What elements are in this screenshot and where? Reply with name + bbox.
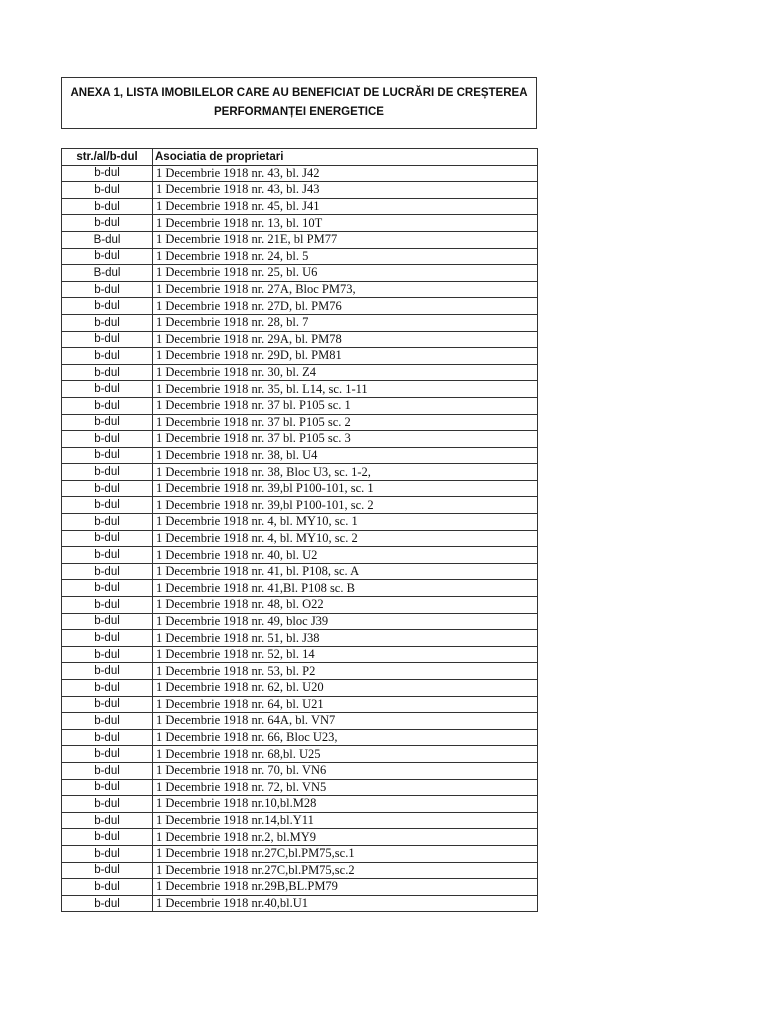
street-type-cell: b-dul [62,314,153,331]
table-row [62,231,538,248]
street-type-cell: b-dul [62,547,153,564]
street-type-cell: b-dul [62,497,153,514]
street-type-cell: b-dul [62,696,153,713]
association-cell: 1 Decembrie 1918 nr. 70, bl. VN6 [153,762,538,779]
title-line-1: ANEXA 1, LISTA IMOBILELOR CARE AU BENEFICIAT DE LUCRĂRI DE CREȘTEREA [70,87,528,99]
association-cell: 1 Decembrie 1918 nr. 13, bl. 10T [153,215,538,232]
table-row [62,397,538,414]
table-row [62,779,538,796]
association-cell: 1 Decembrie 1918 nr.10,bl.M28 [153,796,538,813]
association-cell: 1 Decembrie 1918 nr. 48, bl. O22 [153,597,538,614]
table-row [62,845,538,862]
association-cell: 1 Decembrie 1918 nr. 4, bl. MY10, sc. 1 [153,514,538,531]
table-row [62,613,538,630]
table-body [62,165,538,912]
association-cell: 1 Decembrie 1918 nr. 27A, Bloc PM73, [153,281,538,298]
association-cell: 1 Decembrie 1918 nr. 25, bl. U6 [153,265,538,282]
table-row [62,281,538,298]
table-row [62,447,538,464]
association-cell: 1 Decembrie 1918 nr.27C,bl.PM75,sc.1 [153,845,538,862]
table-row [62,746,538,763]
table-row [62,812,538,829]
table-row [62,713,538,730]
association-cell: 1 Decembrie 1918 nr. 4, bl. MY10, sc. 2 [153,530,538,547]
table-row [62,464,538,481]
table-row [62,630,538,647]
table-row [62,431,538,448]
street-type-cell: b-dul [62,364,153,381]
table-row [62,696,538,713]
association-cell: 1 Decembrie 1918 nr. 41, bl. P108, sc. A [153,563,538,580]
table-row [62,364,538,381]
association-cell: 1 Decembrie 1918 nr.14,bl.Y11 [153,812,538,829]
association-cell: 1 Decembrie 1918 nr. 39,bl P100-101, sc. 1 [153,480,538,497]
street-type-cell: b-dul [62,862,153,879]
street-type-cell: b-dul [62,431,153,448]
street-type-cell: b-dul [62,845,153,862]
street-type-cell: B-dul [62,231,153,248]
street-type-cell: b-dul [62,746,153,763]
association-cell: 1 Decembrie 1918 nr. 62, bl. U20 [153,680,538,697]
street-type-cell: b-dul [62,713,153,730]
association-cell: 1 Decembrie 1918 nr. 29D, bl. PM81 [153,348,538,365]
association-cell: 1 Decembrie 1918 nr.40,bl.U1 [153,895,538,912]
table-row [62,597,538,614]
street-type-cell: B-dul [62,265,153,282]
association-cell: 1 Decembrie 1918 nr. 40, bl. U2 [153,547,538,564]
title-line-2: PERFORMANȚEI ENERGETICE [214,106,384,118]
street-type-cell: b-dul [62,381,153,398]
association-cell: 1 Decembrie 1918 nr. 64, bl. U21 [153,696,538,713]
association-cell: 1 Decembrie 1918 nr. 72, bl. VN5 [153,779,538,796]
association-cell: 1 Decembrie 1918 nr. 29A, bl. PM78 [153,331,538,348]
table-row [62,182,538,199]
table-row [62,547,538,564]
association-cell: 1 Decembrie 1918 nr. 49, bloc J39 [153,613,538,630]
street-type-cell: b-dul [62,646,153,663]
street-type-cell: b-dul [62,812,153,829]
street-type-cell: b-dul [62,447,153,464]
street-type-cell: b-dul [62,779,153,796]
association-cell: 1 Decembrie 1918 nr. 52, bl. 14 [153,646,538,663]
association-cell: 1 Decembrie 1918 nr. 35, bl. L14, sc. 1-11 [153,381,538,398]
street-type-cell: b-dul [62,298,153,315]
table-row [62,879,538,896]
street-type-cell: b-dul [62,796,153,813]
table-row [62,895,538,912]
association-cell: 1 Decembrie 1918 nr. 24, bl. 5 [153,248,538,265]
table-row [62,580,538,597]
table-row [62,348,538,365]
association-cell: 1 Decembrie 1918 nr. 38, bl. U4 [153,447,538,464]
table-row [62,497,538,514]
association-cell: 1 Decembrie 1918 nr. 37 bl. P105 sc. 1 [153,397,538,414]
street-type-cell: b-dul [62,829,153,846]
street-type-cell: b-dul [62,215,153,232]
column-header-street-type: str./al/b-dul [62,149,153,166]
street-type-cell: b-dul [62,514,153,531]
association-cell: 1 Decembrie 1918 nr. 30, bl. Z4 [153,364,538,381]
street-type-cell: b-dul [62,397,153,414]
table-row [62,829,538,846]
street-type-cell: b-dul [62,281,153,298]
table-row [62,165,538,182]
association-cell: 1 Decembrie 1918 nr. 66, Bloc U23, [153,729,538,746]
document-title [61,77,537,129]
street-type-cell: b-dul [62,414,153,431]
association-cell: 1 Decembrie 1918 nr. 43, bl. J43 [153,182,538,199]
table-header-row [62,149,538,166]
table-row [62,198,538,215]
table-row [62,762,538,779]
association-cell: 1 Decembrie 1918 nr. 64A, bl. VN7 [153,713,538,730]
street-type-cell: b-dul [62,879,153,896]
street-type-cell: b-dul [62,480,153,497]
street-type-cell: b-dul [62,530,153,547]
street-type-cell: b-dul [62,630,153,647]
association-cell: 1 Decembrie 1918 nr. 43, bl. J42 [153,165,538,182]
street-type-cell: b-dul [62,165,153,182]
association-cell: 1 Decembrie 1918 nr. 51, bl. J38 [153,630,538,647]
table-row [62,646,538,663]
table-row [62,331,538,348]
street-type-cell: b-dul [62,663,153,680]
association-cell: 1 Decembrie 1918 nr. 27D, bl. PM76 [153,298,538,315]
table-row [62,796,538,813]
street-type-cell: b-dul [62,563,153,580]
column-header-association: Asociatia de proprietari [153,149,538,166]
table-row [62,563,538,580]
table-row [62,215,538,232]
street-type-cell: b-dul [62,464,153,481]
association-cell: 1 Decembrie 1918 nr. 38, Bloc U3, sc. 1-2, [153,464,538,481]
table-row [62,248,538,265]
association-cell: 1 Decembrie 1918 nr. 41,Bl. P108 sc. B [153,580,538,597]
association-cell: 1 Decembrie 1918 nr. 39,bl P100-101, sc. 2 [153,497,538,514]
street-type-cell: b-dul [62,182,153,199]
street-type-cell: b-dul [62,680,153,697]
street-type-cell: b-dul [62,580,153,597]
table-row [62,514,538,531]
table-row [62,680,538,697]
street-type-cell: b-dul [62,331,153,348]
association-cell: 1 Decembrie 1918 nr. 68,bl. U25 [153,746,538,763]
street-type-cell: b-dul [62,762,153,779]
street-type-cell: b-dul [62,895,153,912]
association-cell: 1 Decembrie 1918 nr. 28, bl. 7 [153,314,538,331]
table-row [62,530,538,547]
association-cell: 1 Decembrie 1918 nr. 53, bl. P2 [153,663,538,680]
association-cell: 1 Decembrie 1918 nr.2, bl.MY9 [153,829,538,846]
table-row [62,862,538,879]
street-type-cell: b-dul [62,729,153,746]
table-row [62,314,538,331]
association-cell: 1 Decembrie 1918 nr.27C,bl.PM75,sc.2 [153,862,538,879]
association-cell: 1 Decembrie 1918 nr. 21E, bl PM77 [153,231,538,248]
association-cell: 1 Decembrie 1918 nr. 37 bl. P105 sc. 3 [153,431,538,448]
table-row [62,381,538,398]
table-row [62,663,538,680]
table-row [62,480,538,497]
association-cell: 1 Decembrie 1918 nr.29B,BL.PM79 [153,879,538,896]
street-type-cell: b-dul [62,198,153,215]
street-type-cell: b-dul [62,613,153,630]
street-type-cell: b-dul [62,348,153,365]
buildings-table [61,148,538,912]
association-cell: 1 Decembrie 1918 nr. 37 bl. P105 sc. 2 [153,414,538,431]
table-row [62,729,538,746]
association-cell: 1 Decembrie 1918 nr. 45, bl. J41 [153,198,538,215]
street-type-cell: b-dul [62,597,153,614]
table-row [62,414,538,431]
street-type-cell: b-dul [62,248,153,265]
table-row [62,265,538,282]
table-row [62,298,538,315]
